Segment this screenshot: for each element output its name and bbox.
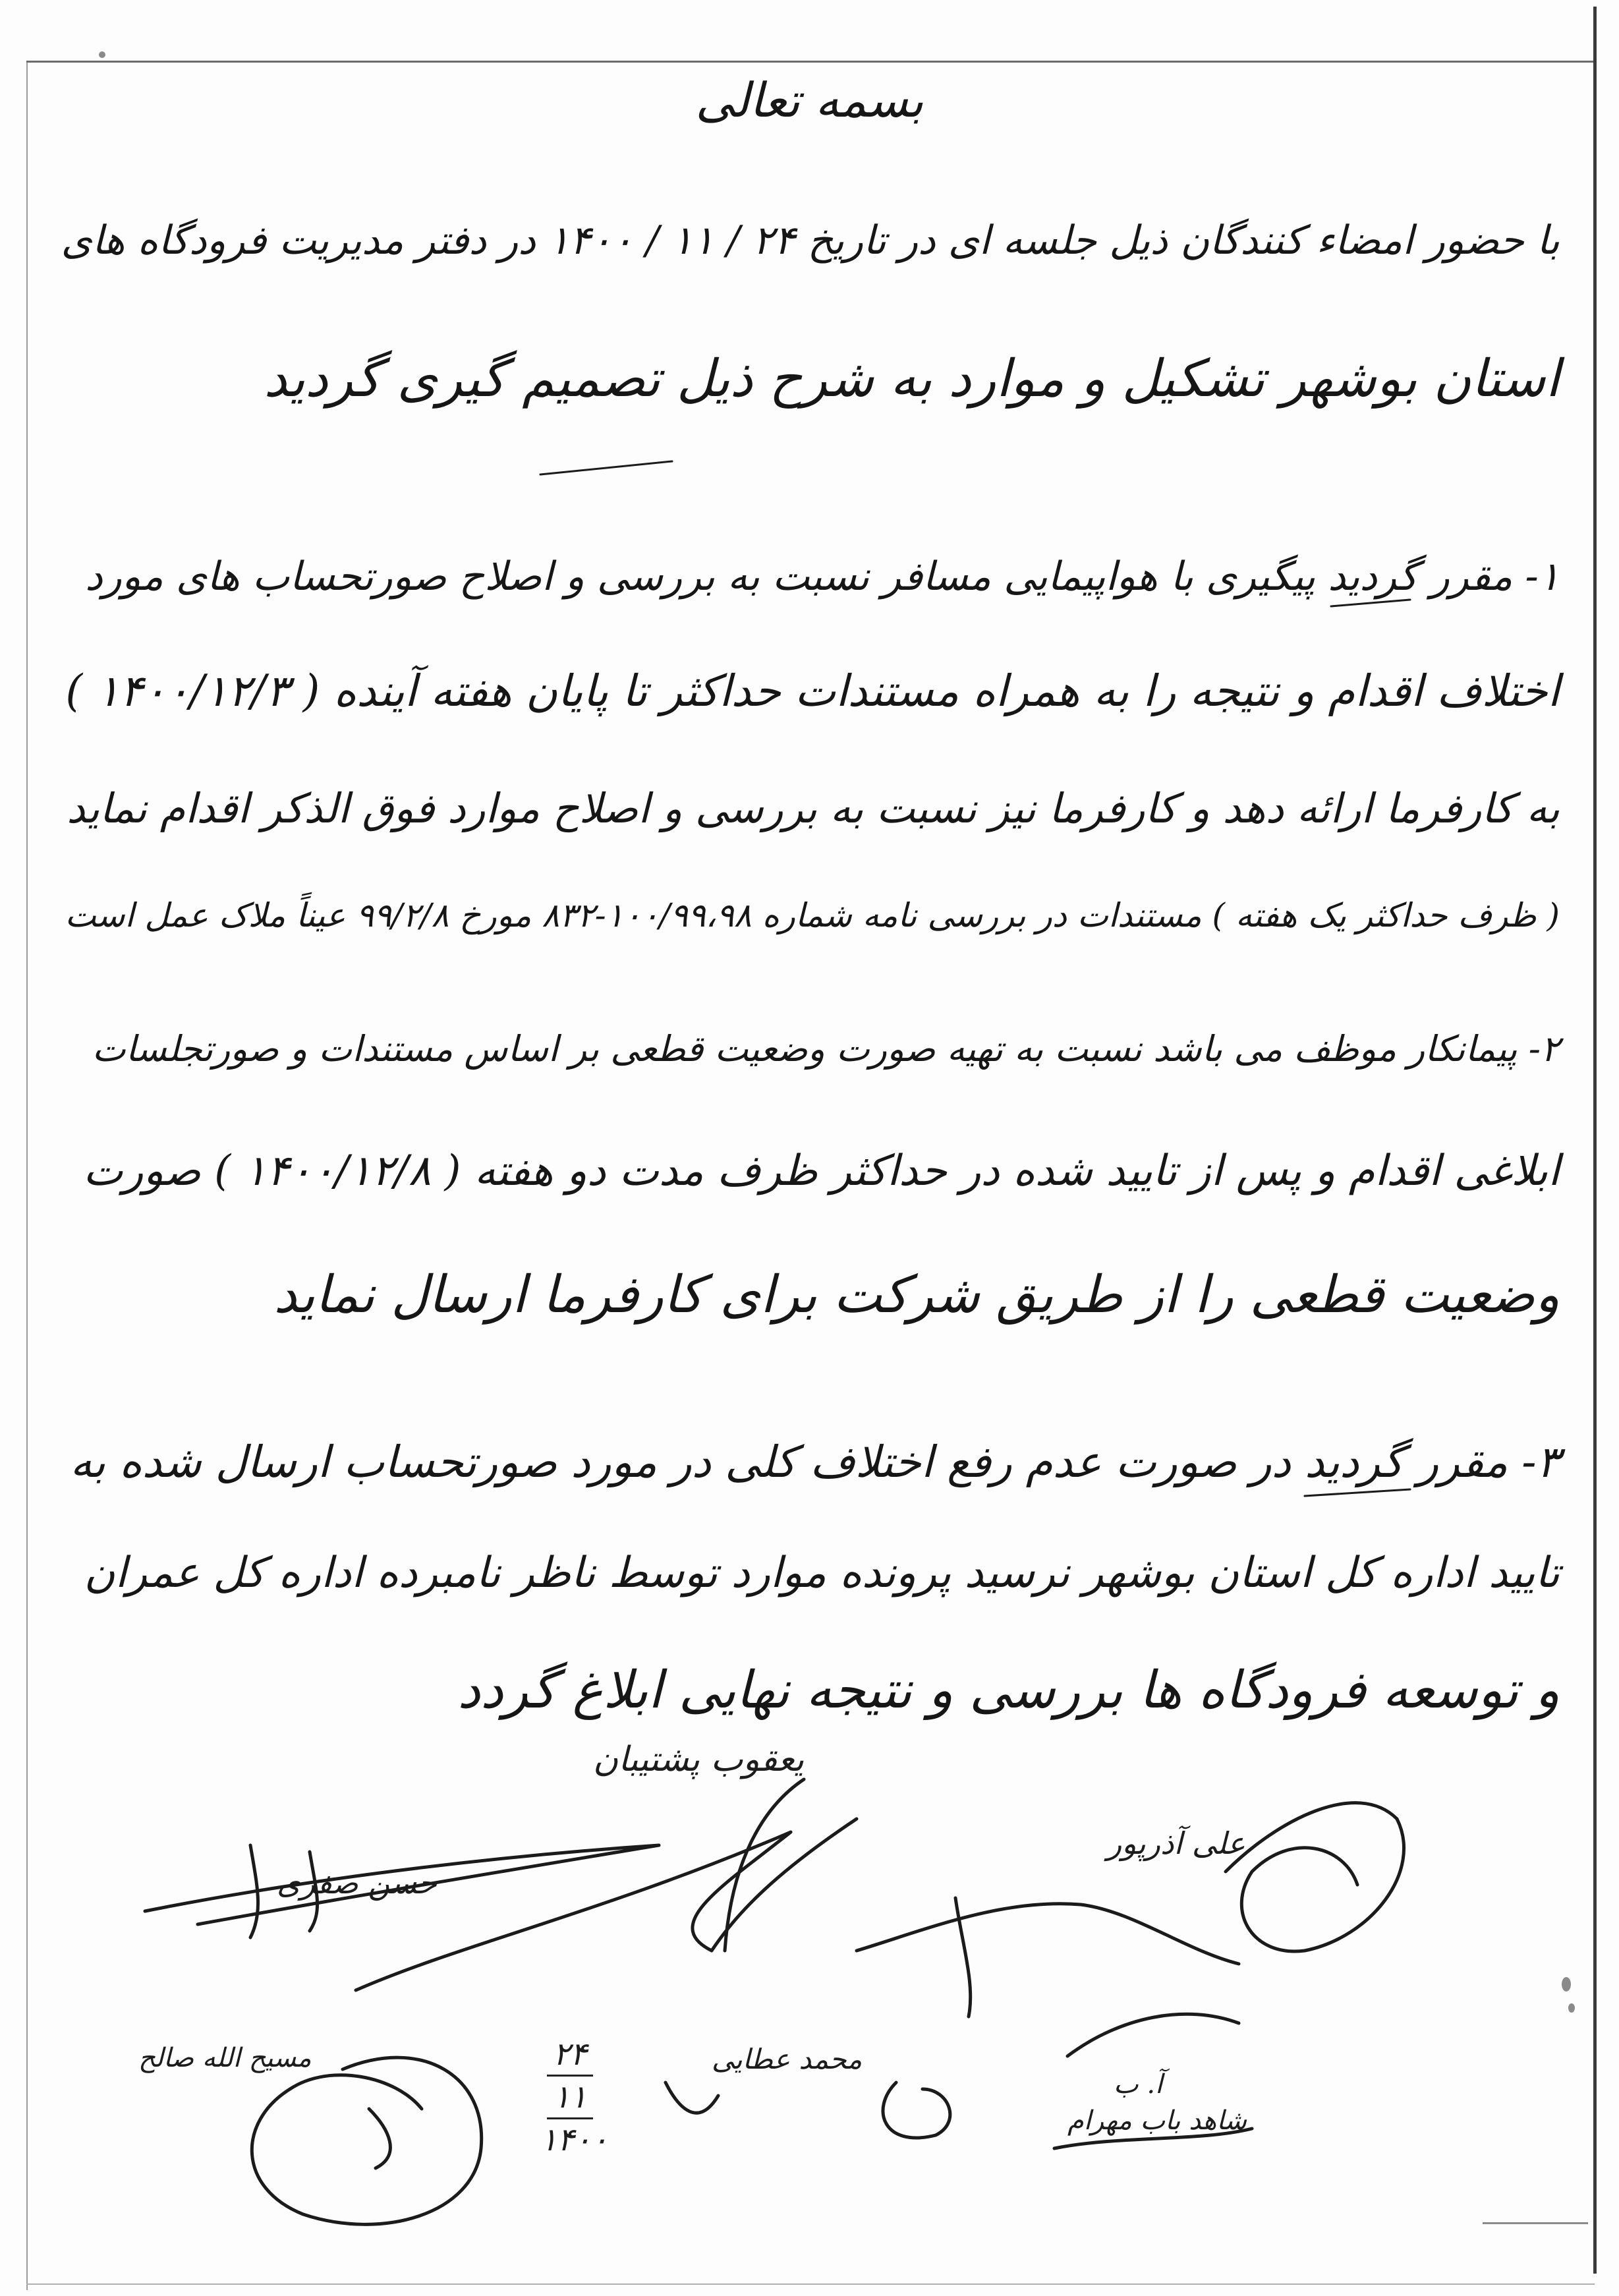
signature-1-icon: [145, 1845, 659, 1937]
text-line-2: استان بوشهر تشکیل و موارد به شرح ذیل تصمیم گیری گردید: [264, 349, 1560, 409]
scan-speck: [99, 51, 105, 58]
text-line-6: ( ظرف حداکثر یک هفته ) مستندات در بررسی نامه شماره ۱۰۰/۹۹،۹۸-۸۳۲ مورخ ۹۹/۲/۸ عیناً ملاک عمل است: [65, 896, 1560, 934]
signature-6-icon: [666, 2082, 950, 2138]
underline-3-icon: [1305, 1489, 1410, 1496]
signature-name-7: شاهد باب مهرام: [1067, 2106, 1247, 2136]
document-header: بسمه تعالی: [695, 72, 924, 128]
scan-speck: [1483, 2222, 1588, 2224]
signature-name-3: حسن صفری: [277, 1865, 437, 1901]
date-stamp-month: ۱۱: [553, 2079, 587, 2115]
signature-7-icon: [1054, 2014, 1252, 2148]
signature-name-4: مسیح الله صالح: [138, 2043, 312, 2073]
signature-5-icon: [252, 2057, 481, 2224]
text-line-3: ۱- مقرر گردید پیگیری با هواپیمایی مسافر نسبت به بررسی و اصلاح صورتحساب های مورد: [85, 554, 1560, 600]
underline-2-icon: [1331, 600, 1410, 606]
text-line-4: اختلاف اقدام و نتیجه را به همراه مستندات حداکثر تا پایان هفته آینده ( ۱۴۰۰/۱۲/۳ ): [65, 666, 1560, 716]
signature-name-6: آ. ب: [1114, 2069, 1163, 2100]
text-line-11: تایید اداره کل استان بوشهر نرسید پرونده موارد توسط ناظر نامبرده اداره کل عمران: [84, 1549, 1560, 1597]
text-line-9: وضعیت قطعی را از طریق شرکت برای کارفرما ارسال نماید: [273, 1265, 1560, 1325]
text-line-5: به کارفرما ارائه دهد و کارفرما نیز نسبت به بررسی و اصلاح موارد فوق الذکر اقدام نماید: [67, 784, 1560, 832]
text-line-7: ۲- پیمانکار موظف می باشد نسبت به تهیه صورت وضعیت قطعی بر اساس مستندات و صورتجلسات: [92, 1028, 1560, 1070]
underline-1-icon: [540, 461, 672, 474]
signature-name-2: علی آذرپور: [1107, 1825, 1245, 1861]
scan-speck: [1568, 2003, 1575, 2013]
scan-speck: [1562, 1977, 1571, 1992]
signature-4-icon: [857, 1898, 1239, 2017]
date-stamp-year: ۱۴۰۰: [540, 2121, 609, 2158]
signature-3-icon: [1226, 1803, 1404, 1951]
date-stamp-day: ۲۴: [553, 2036, 587, 2073]
text-line-1: با حضور امضاء کنندگان ذیل جلسه ای در تاریخ ۲۴ / ۱۱ / ۱۴۰۰ در دفتر مدیریت فرودگاه های: [61, 217, 1560, 264]
signature-name-1: یعقوب پشتیبان: [593, 1740, 805, 1779]
signature-name-5: محمد عطایی: [712, 2043, 863, 2075]
text-line-12: و توسعه فرودگاه ها بررسی و نتیجه نهایی ابلاغ گردد: [457, 1661, 1560, 1720]
text-line-8: ابلاغی اقدام و پس از تایید شده در حداکثر ظرف مدت دو هفته ( ۱۴۰۰/۱۲/۸ ) صورت: [83, 1147, 1560, 1195]
text-line-10: ۳- مقرر گردید در صورت عدم رفع اختلاف کلی در مورد صورتحساب ارسال شده به: [70, 1437, 1560, 1487]
